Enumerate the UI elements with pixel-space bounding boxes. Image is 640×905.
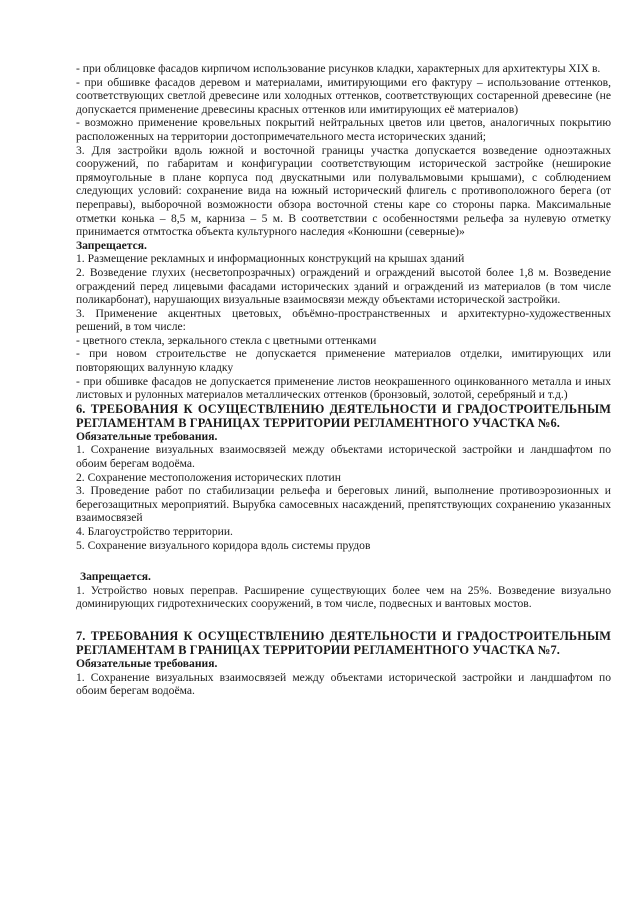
paragraph: 1. Размещение рекламных и информационных конструкций на крышах зданий — [76, 252, 465, 266]
paragraph: - возможно применение кровельных покрытий нейтральных цветов или цветов, аналогичных покрытию расположенных на территории достопримечательного места исторических зданий; — [76, 116, 611, 143]
paragraph: 1. Сохранение визуальных взаимосвязей между объектами исторической застройки и ландшафтом по обоим берегам водоёма. — [76, 670, 611, 698]
required-heading: Обязательные требования. — [76, 656, 218, 670]
paragraph: - цветного стекла, зеркального стекла с цветными оттенками — [76, 333, 377, 347]
paragraph: 3. Применение акцентных цветовых, объёмно-пространственных и архитектурно-художественных решений, в том числе: — [76, 306, 611, 334]
document-page — [76, 62, 611, 698]
paragraph: - при обшивке фасадов не допускается применение листов неокрашенного оцинкованного металла и иных листовых и рулонных материалов металлических оттенков (бронзовый, золотой, серебряный и т.д.) — [76, 374, 611, 402]
paragraph: 3. Проведение работ по стабилизации рельефа и береговых линий, выполнение противоэрозионных и берегозащитных мероприятий. Вырубка самосевных насаждений, препятствующих сохранению указанных взаимосвязей — [76, 484, 611, 525]
paragraph: 4. Благоустройство территории. — [76, 525, 233, 538]
required-heading: Обязательные требования. — [76, 429, 218, 443]
spacer — [76, 611, 611, 629]
section-7-title: 7. ТРЕБОВАНИЯ К ОСУЩЕСТВЛЕНИЮ ДЕЯТЕЛЬНОСТИ И ГРАДОСТРОИТЕЛЬНЫМ РЕГЛАМЕНТАМ В ГРАНИЦАХ ТЕРРИТОРИИ РЕГЛАМЕНТНОГО УЧАСТКА №7. — [76, 628, 611, 657]
paragraph: 2. Сохранение местоположения исторических плотин — [76, 470, 341, 484]
paragraph: 1. Устройство новых переправ. Расширение существующих более чем на 25%. Возведение визуально доминирующих гидротехнических сооружений, в том числе, подвесных и вантовых мостов. — [76, 583, 611, 611]
paragraph: 1. Сохранение визуальных взаимосвязей между объектами исторической застройки и ландшафтом по обоим берегам водоёма. — [76, 443, 611, 471]
forbidden-heading: Запрещается. — [80, 570, 151, 584]
section-6-title: 6. ТРЕБОВАНИЯ К ОСУЩЕСТВЛЕНИЮ ДЕЯТЕЛЬНОСТИ И ГРАДОСТРОИТЕЛЬНЫМ РЕГЛАМЕНТАМ В ГРАНИЦАХ ТЕРРИТОРИИ РЕГЛАМЕНТНОГО УЧАСТКА №6. — [76, 401, 611, 430]
paragraph: - при облицовке фасадов кирпичом использование рисунков кладки, характерных для архитектуры XIX в. — [76, 62, 601, 75]
paragraph: 3. Для застройки вдоль южной и восточной границы участка допускается возведение одноэтажных сооружений, по габаритам и конфигурации соответствующим исторической застройке (неширокие прямоугольные в плане корпуса под двускатными или полувальмовыми крышами), с соблюдением следующих условий: сохранение вида на южный исторический флигель с противоположного берега (от переправы), выборочной возможности обзора восточной стены каре со стороны парка. Максимальные отметки конька – 8,5 м, карниза – 5 м. В соответствии с особенностями рельефа за нулевую отметку принимается отмтостка объекта культурного наследия «Конюшни (северные)» — [76, 143, 611, 239]
paragraph: 2. Возведение глухих (несветопрозрачных) ограждений и ограждений высотой более 1,8 м. Возведение ограждений перед лицевыми фасадами исторических зданий и ограждений из материалов (в том числе поликарбонат), нарушающих визуальные взаимосвязи между объектами исторической застройки. — [76, 265, 611, 307]
paragraph: - при обшивке фасадов деревом и материалами, имитирующими его фактуру – использование оттенков, соответствующих светлой древесине или холодных оттенков, соответствующих состаренной древесине (не допускается применение древесины красных оттенков или имитирующих её материалов) — [76, 75, 611, 116]
paragraph: - при новом строительстве не допускается применение материалов отделки, имитирующих или повторяющих валунную кладку — [76, 347, 611, 375]
forbidden-heading: Запрещается. — [76, 238, 147, 252]
paragraph: 5. Сохранение визуального коридора вдоль системы прудов — [76, 538, 371, 552]
spacer — [76, 552, 611, 570]
